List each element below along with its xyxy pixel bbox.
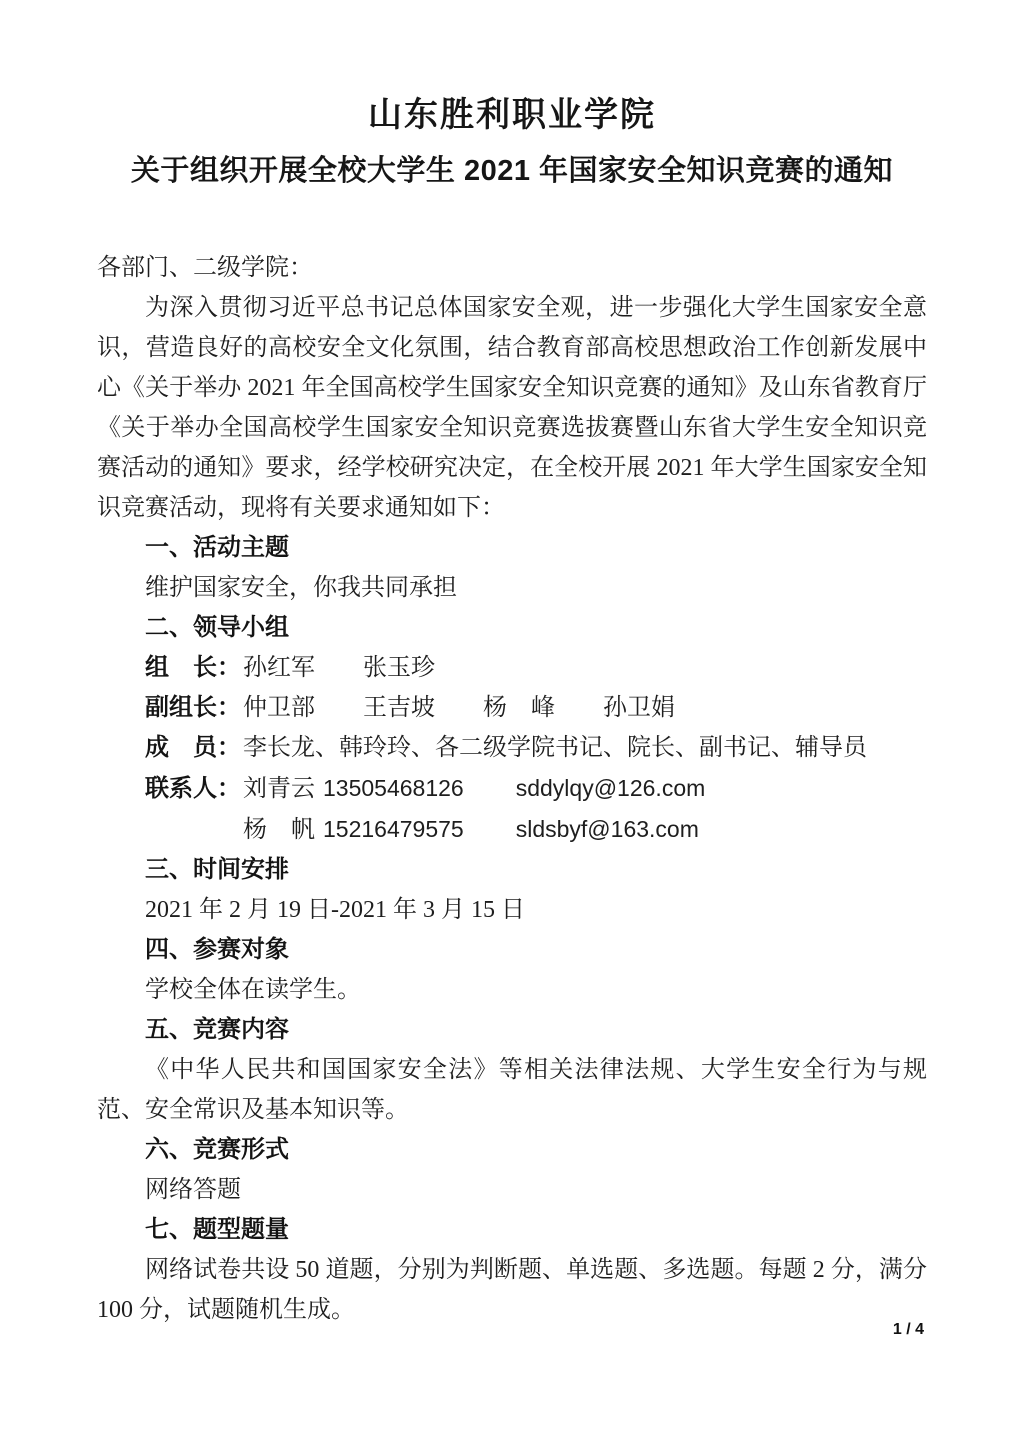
intro-paragraph: 为深入贯彻习近平总书记总体国家安全观，进一步强化大学生国家安全意识，营造良好的高校安全文化氛围，结合教育部高校思想政治工作创新发展中心《关于举办 2021 年全国高校学生国家安全知识竞赛的通知》及山东省教育厅《关于举办全国高校学生国家安全知识竞赛选拔赛暨山东省大学生安全知识竞赛活动的通知》要求，经学校研究决定，在全校开展 2021 年大学生国家安全知识竞赛活动，现将有关要求通知如下： xyxy=(97,295,927,521)
section-heading-2: 二、领导小组 xyxy=(145,614,289,641)
leader-row-value: 孙红军 张玉珍 xyxy=(243,655,435,681)
section-heading-7: 七、题型题量 xyxy=(145,1216,289,1243)
section-content-1: 维护国家安全，你我共同承担 xyxy=(145,575,457,601)
leader-row-value: 李长龙、韩玲玲、各二级学院书记、院长、副书记、辅导员 xyxy=(243,735,867,761)
leader-row-label: 副组长： xyxy=(145,694,241,721)
section-content-4: 学校全体在读学生。 xyxy=(145,977,361,1003)
doc-body xyxy=(97,248,927,1330)
salutation: 各部门、二级学院： xyxy=(97,255,313,281)
section-heading-3: 三、时间安排 xyxy=(145,856,289,883)
section-heading-4: 四、参赛对象 xyxy=(145,936,289,963)
contact-email: sldsbyf@163.com xyxy=(515,816,699,842)
leader-row xyxy=(97,648,927,688)
contact-phone: 13505468126 xyxy=(323,775,464,801)
section-content-5: 《中华人民共和国国家安全法》等相关法律法规、大学生安全行为与规范、安全常识及基本知识等。 xyxy=(97,1057,927,1123)
section-content-6: 网络答题 xyxy=(145,1177,241,1203)
section-heading-1: 一、活动主题 xyxy=(145,534,289,561)
leader-row xyxy=(97,728,927,768)
leader-row xyxy=(97,688,927,728)
doc-subtitle: 关于组织开展全校大学生 2021 年国家安全知识竞赛的通知 xyxy=(130,155,894,187)
contact-name: 杨 帆 xyxy=(243,817,315,843)
contact-row xyxy=(97,809,927,850)
leader-row-label: 组 长： xyxy=(145,654,241,681)
doc-title: 山东胜利职业学院 xyxy=(368,96,656,134)
leader-row-label: 成 员： xyxy=(145,734,241,761)
contact-row-label: 联系人： xyxy=(145,775,241,802)
section-content-7: 网络试卷共设 50 道题，分别为判断题、单选题、多选题。每题 2 分，满分 100 分，试题随机生成。 xyxy=(97,1257,927,1323)
section-heading-5: 五、竞赛内容 xyxy=(145,1016,289,1043)
contact-email: sddylqy@126.com xyxy=(515,775,706,801)
section-heading-6: 六、竞赛形式 xyxy=(145,1136,289,1163)
section-content-3: 2021 年 2 月 19 日-2021 年 3 月 15 日 xyxy=(145,897,525,923)
page-number: 1 / 4 xyxy=(892,1321,924,1338)
contact-name: 刘青云 xyxy=(243,776,315,802)
leader-row-value: 仲卫部 王吉坡 杨 峰 孙卫娟 xyxy=(243,695,675,721)
contact-row xyxy=(97,768,927,809)
contact-phone: 15216479575 xyxy=(323,816,464,842)
